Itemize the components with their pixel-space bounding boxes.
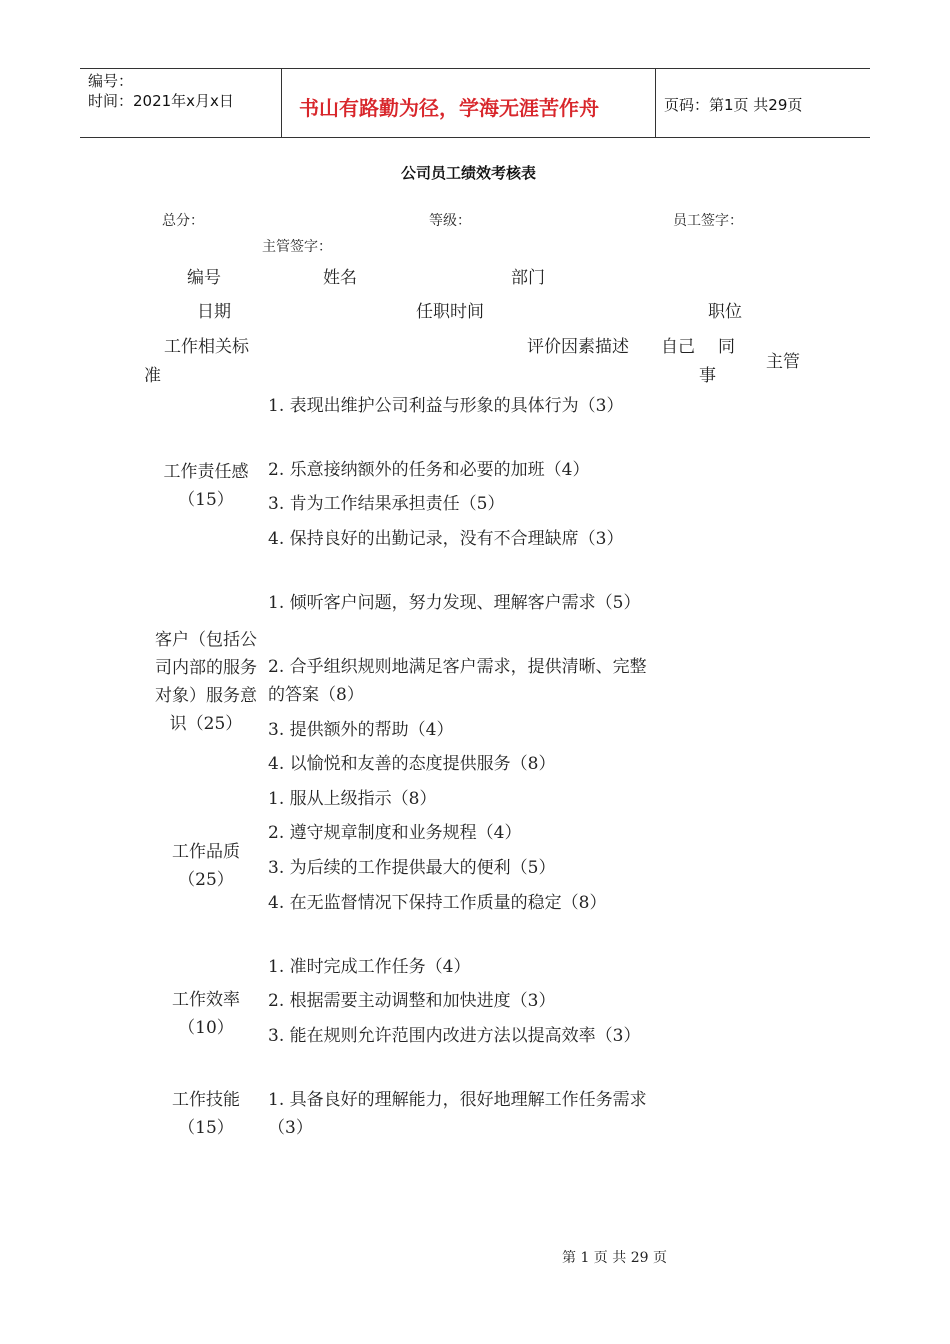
col-standard-header-cont: 准 — [144, 366, 161, 386]
category-score: （25） — [178, 870, 234, 890]
category-score: （15） — [178, 490, 234, 510]
field-date-label: 日期 — [197, 302, 231, 322]
criterion-item: 1. 准时完成工作任务（4） — [268, 957, 471, 977]
field-number-label: 编号 — [187, 268, 221, 288]
total-score-label: 总分： — [162, 213, 204, 229]
col-standard-header: 工作相关标 — [164, 337, 249, 357]
col-peer-header-cont: 事 — [699, 366, 716, 386]
category-work-skills — [146, 1086, 266, 1142]
criterion-item: 1. 表现出维护公司利益与形象的具体行为（3） — [268, 396, 624, 416]
criterion-item: 2. 遵守规章制度和业务规程（4） — [268, 823, 522, 843]
criterion-item: 3. 能在规则允许范围内改进方法以提高效率（3） — [268, 1026, 641, 1046]
criterion-item: 1. 倾听客户问题，努力发现、理解客户需求（5） — [268, 593, 641, 613]
criterion-item: 3. 为后续的工作提供最大的便利（5） — [268, 858, 556, 878]
category-responsibility — [146, 458, 266, 514]
category-name: 工作效率 — [172, 990, 240, 1010]
criterion-item: 2. 乐意接纳额外的任务和必要的加班（4） — [268, 460, 590, 480]
doc-time-label: 时间：2021年x月x日 — [88, 92, 234, 110]
field-tenure-label: 任职时间 — [416, 302, 484, 322]
category-work-efficiency — [146, 986, 266, 1042]
category-name: 工作技能 — [172, 1090, 240, 1110]
criterion-item: 3. 提供额外的帮助（4） — [268, 720, 454, 740]
category-name-line: 司内部的服务 — [155, 658, 257, 678]
page-footer: 第 1 页 共 29 页 — [562, 1250, 667, 1266]
col-description-header: 评价因素描述 — [527, 337, 629, 357]
criterion-item: 2. 根据需要主动调整和加快进度（3） — [268, 991, 556, 1011]
field-position-label: 职位 — [708, 302, 742, 322]
criterion-item: 2. 合乎组织规则地满足客户需求，提供清晰、完整的答案（8） — [268, 657, 647, 705]
category-score: （10） — [178, 1018, 234, 1038]
manager-signature-label: 主管签字： — [262, 239, 332, 255]
col-manager-header: 主管 — [766, 352, 800, 372]
col-self-header: 自己 — [661, 337, 695, 357]
category-name: 工作品质 — [172, 842, 240, 862]
category-score: （15） — [178, 1118, 234, 1138]
header-motto: 书山有路勤为径，学海无涯苦作舟 — [299, 96, 599, 120]
criterion-item: 4. 保持良好的出勤记录，没有不合理缺席（3） — [268, 529, 624, 549]
category-name-line: 对象）服务意 — [155, 686, 257, 706]
category-name: 工作责任感 — [163, 462, 249, 482]
criterion-item: 1. 具备良好的理解能力，很好地理解工作任务需求（3） — [268, 1090, 647, 1138]
criterion-item: 4. 以愉悦和友善的态度提供服务（8） — [268, 754, 556, 774]
form-title: 公司员工绩效考核表 — [401, 164, 537, 182]
field-department-label: 部门 — [511, 268, 545, 288]
field-name-label: 姓名 — [323, 268, 357, 288]
header-divider — [281, 69, 282, 137]
category-customer-service — [146, 626, 266, 738]
doc-number-label: 编号： — [88, 72, 134, 90]
criterion-item: 4. 在无监督情况下保持工作质量的稳定（8） — [268, 893, 607, 913]
category-name-line: 客户（包括公 — [155, 630, 257, 650]
grade-label: 等级： — [429, 213, 471, 229]
header-divider — [655, 69, 656, 137]
col-peer-header: 同 — [718, 337, 735, 357]
category-name-line: 识（25） — [169, 714, 243, 734]
criterion-item: 3. 肯为工作结果承担责任（5） — [268, 494, 505, 514]
criterion-item: 1. 服从上级指示（8） — [268, 789, 437, 809]
employee-signature-label: 员工签字： — [673, 213, 743, 229]
category-work-quality — [146, 838, 266, 894]
page-number-label: 页码：第1页 共29页 — [664, 96, 803, 114]
